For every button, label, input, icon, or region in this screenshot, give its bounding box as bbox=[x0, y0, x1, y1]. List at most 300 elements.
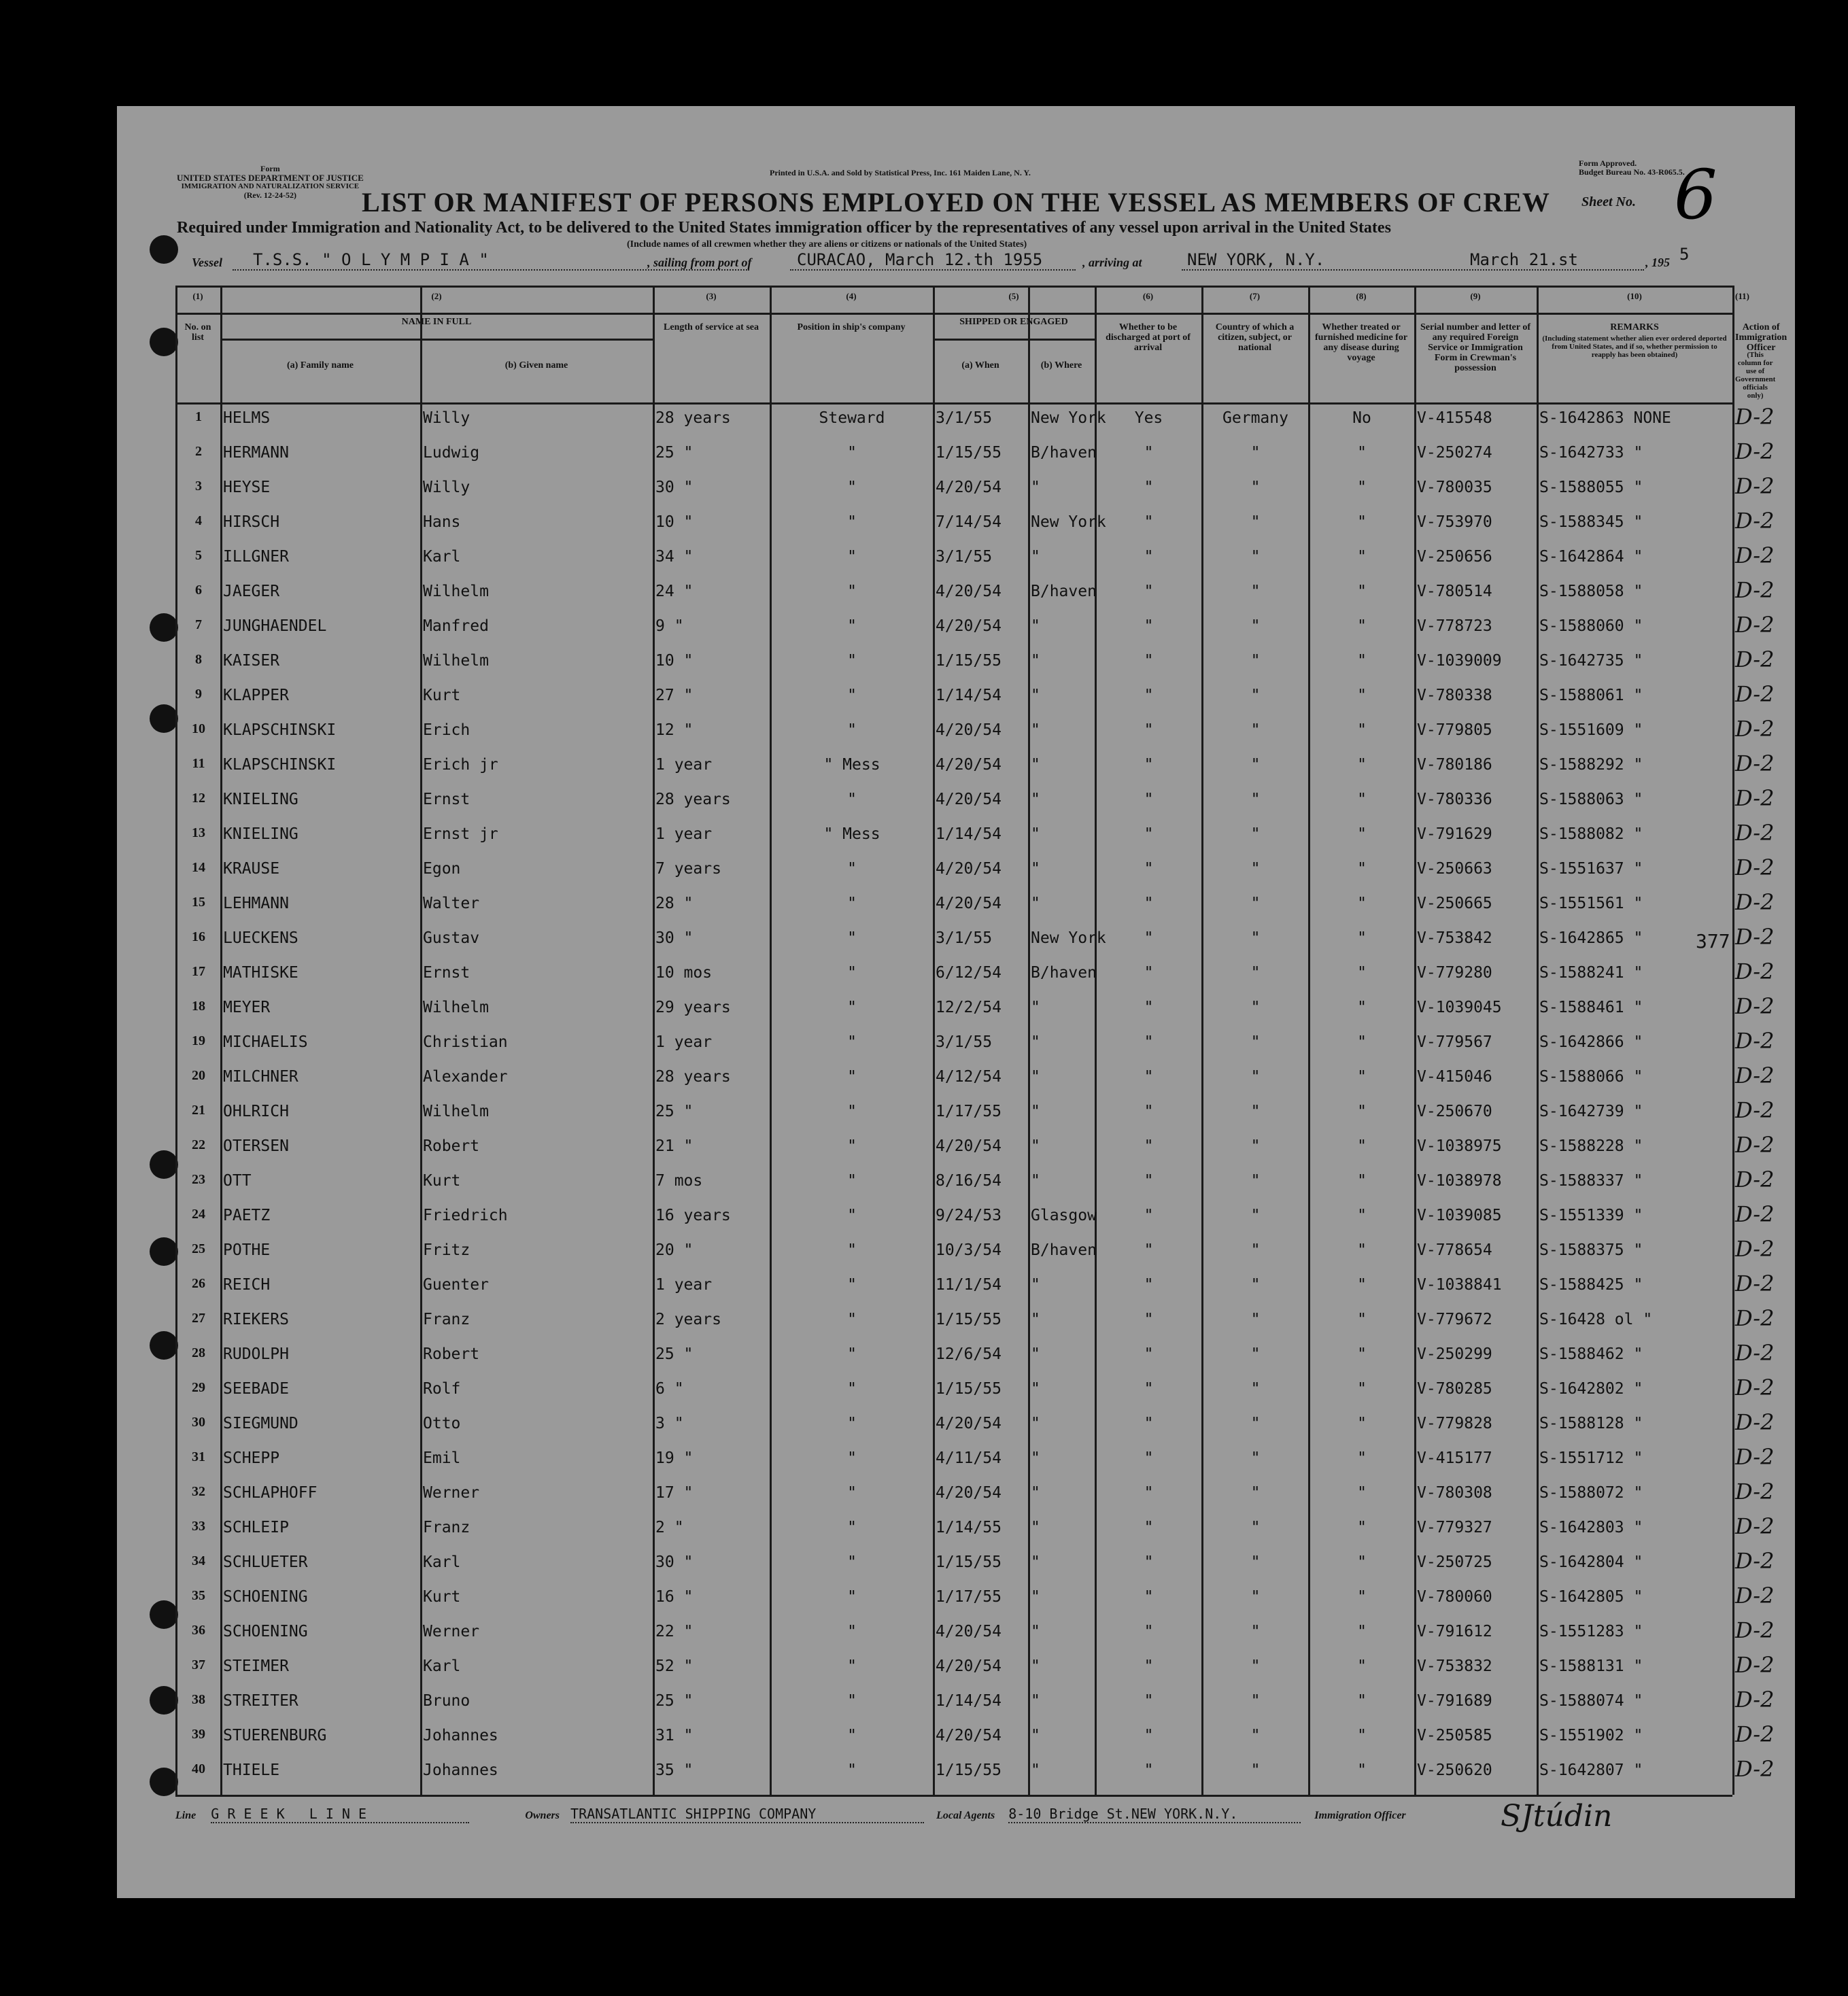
engaged-when: 1/14/54 bbox=[936, 825, 1002, 843]
engaged-when: 4/12/54 bbox=[936, 1068, 1002, 1086]
medical-treatment: " bbox=[1357, 895, 1367, 912]
family-name: OTERSEN bbox=[223, 1137, 289, 1155]
serial-number: V-753970 bbox=[1417, 513, 1492, 531]
family-name: STUERENBURG bbox=[223, 1727, 327, 1744]
given-name: Otto bbox=[423, 1415, 461, 1432]
family-name: HIRSCH bbox=[223, 513, 280, 531]
serial-number: V-250620 bbox=[1417, 1761, 1492, 1779]
given-name: Gustav bbox=[423, 929, 480, 947]
engaged-when: 4/20/54 bbox=[936, 756, 1002, 774]
discharged: " bbox=[1144, 1241, 1154, 1259]
column-number: (9) bbox=[1470, 291, 1481, 301]
citizenship: Germany bbox=[1222, 409, 1288, 427]
table-row bbox=[175, 749, 1775, 783]
table-row bbox=[175, 1755, 1775, 1789]
family-name: LEHMANN bbox=[223, 895, 289, 912]
serial-number: V-780338 bbox=[1417, 687, 1492, 704]
ship-position: " bbox=[847, 1692, 857, 1710]
discharged: " bbox=[1144, 1380, 1154, 1398]
column-number: (7) bbox=[1249, 291, 1261, 301]
citizenship: " bbox=[1250, 964, 1261, 982]
remarks: S-1642807 " bbox=[1539, 1761, 1643, 1779]
engaged-when: 1/15/55 bbox=[936, 652, 1002, 670]
ship-position: " bbox=[847, 548, 857, 566]
serial-number: V-779805 bbox=[1417, 721, 1492, 739]
remarks: S-1588228 " bbox=[1539, 1137, 1643, 1155]
punch-hole bbox=[150, 1600, 178, 1629]
serial-number: V-250663 bbox=[1417, 860, 1492, 878]
serial-number: V-779672 bbox=[1417, 1311, 1492, 1328]
serial-number: V-250585 bbox=[1417, 1727, 1492, 1744]
engaged-when: 4/20/54 bbox=[936, 1415, 1002, 1432]
service-length: 16 " bbox=[655, 1588, 694, 1606]
medical-treatment: " bbox=[1357, 1553, 1367, 1571]
discharged: " bbox=[1144, 825, 1154, 843]
column-number: (6) bbox=[1142, 291, 1154, 301]
family-name: HERMANN bbox=[223, 444, 289, 462]
ship-position: " bbox=[847, 895, 857, 912]
engaged-where: New York bbox=[1031, 929, 1106, 947]
form-approved-block bbox=[1579, 159, 1685, 177]
engaged-where: " bbox=[1031, 1380, 1040, 1398]
family-name: ILLGNER bbox=[223, 548, 289, 566]
engaged-when: 1/14/55 bbox=[936, 1519, 1002, 1536]
discharged: " bbox=[1144, 964, 1154, 982]
column-number: (3) bbox=[706, 291, 717, 301]
ship-position: " bbox=[847, 617, 857, 635]
column-header: Length of service at sea bbox=[664, 322, 759, 332]
row-number: 8 bbox=[195, 652, 202, 667]
medical-treatment: " bbox=[1357, 1623, 1367, 1640]
page-title: LIST OR MANIFEST OF PERSONS EMPLOYED ON THE VESSEL AS MEMBERS OF CREW bbox=[362, 187, 1550, 218]
engaged-when: 3/1/55 bbox=[936, 409, 993, 427]
serial-number: V-1038978 bbox=[1417, 1172, 1502, 1190]
officer-action: D-2 bbox=[1735, 1583, 1775, 1608]
service-length: 29 years bbox=[655, 999, 731, 1016]
medical-treatment: " bbox=[1357, 479, 1367, 496]
engaged-when: 4/20/54 bbox=[936, 479, 1002, 496]
ship-position: " bbox=[847, 1449, 857, 1467]
family-name: STEIMER bbox=[223, 1657, 289, 1675]
form-approved: Form Approved. bbox=[1579, 158, 1637, 168]
engaged-where: B/haven bbox=[1031, 964, 1097, 982]
remarks: S-1588345 " bbox=[1539, 513, 1643, 531]
family-name: SCHLUETER bbox=[223, 1553, 308, 1571]
engaged-when: 4/20/54 bbox=[936, 1137, 1002, 1155]
remarks: S-1642735 " bbox=[1539, 652, 1643, 670]
row-number: 18 bbox=[192, 999, 205, 1014]
service-length: 25 " bbox=[655, 444, 694, 462]
ship-position: " bbox=[847, 1380, 857, 1398]
given-name: Erich bbox=[423, 721, 470, 739]
medical-treatment: " bbox=[1357, 929, 1367, 947]
row-number: 24 bbox=[192, 1207, 205, 1222]
column-header: Serial number and letter of any required Foreign Service or Immigration Form in Crewman's possession bbox=[1420, 322, 1531, 373]
service-length: 21 " bbox=[655, 1137, 694, 1155]
discharged: " bbox=[1144, 1553, 1154, 1571]
family-name: REICH bbox=[223, 1276, 271, 1294]
discharged: " bbox=[1144, 860, 1154, 878]
table-row bbox=[175, 576, 1775, 610]
citizenship: " bbox=[1250, 1484, 1261, 1502]
service-length: 3 " bbox=[655, 1415, 684, 1432]
engaged-where: " bbox=[1031, 721, 1040, 739]
given-name: Rolf bbox=[423, 1380, 461, 1398]
service-length: 25 " bbox=[655, 1692, 694, 1710]
column-note: (This column for use of Government officials only) bbox=[1735, 351, 1776, 400]
discharged: " bbox=[1144, 1623, 1154, 1640]
citizenship: " bbox=[1250, 1068, 1261, 1086]
given-name: Johannes bbox=[423, 1761, 498, 1779]
table-row bbox=[175, 1165, 1775, 1199]
family-name: MATHISKE bbox=[223, 964, 298, 982]
discharged: " bbox=[1144, 1588, 1154, 1606]
officer-action: D-2 bbox=[1735, 1063, 1775, 1088]
officer-action: D-2 bbox=[1735, 959, 1775, 984]
service-length: 27 " bbox=[655, 687, 694, 704]
given-name: Bruno bbox=[423, 1692, 470, 1710]
medical-treatment: " bbox=[1357, 1484, 1367, 1502]
citizenship: " bbox=[1250, 1553, 1261, 1571]
serial-number: V-753842 bbox=[1417, 929, 1492, 947]
serial-number: V-779567 bbox=[1417, 1033, 1492, 1051]
service-length: 25 " bbox=[655, 1345, 694, 1363]
engaged-where: B/haven bbox=[1031, 583, 1097, 600]
discharged: " bbox=[1144, 652, 1154, 670]
given-name: Franz bbox=[423, 1519, 470, 1536]
ship-position: " bbox=[847, 999, 857, 1016]
table-row bbox=[175, 1269, 1775, 1303]
citizenship: " bbox=[1250, 1519, 1261, 1536]
citizenship: " bbox=[1250, 513, 1261, 531]
serial-number: V-780186 bbox=[1417, 756, 1492, 774]
row-number: 15 bbox=[192, 895, 205, 910]
ship-position: " bbox=[847, 1311, 857, 1328]
given-name: Ernst jr bbox=[423, 825, 498, 843]
citizenship: " bbox=[1250, 1657, 1261, 1675]
row-number: 22 bbox=[192, 1137, 205, 1152]
row-number: 28 bbox=[192, 1345, 205, 1360]
medical-treatment: " bbox=[1357, 999, 1367, 1016]
given-name: Johannes bbox=[423, 1727, 498, 1744]
serial-number: V-415046 bbox=[1417, 1068, 1492, 1086]
engaged-where: New York bbox=[1031, 409, 1106, 427]
engaged-where: " bbox=[1031, 895, 1040, 912]
column-header: SHIPPED OR ENGAGED bbox=[959, 317, 1068, 327]
discharged: " bbox=[1144, 1519, 1154, 1536]
row-number: 23 bbox=[192, 1172, 205, 1187]
given-name: Egon bbox=[423, 860, 461, 878]
remarks: S-1551561 " bbox=[1539, 895, 1643, 912]
table-row bbox=[175, 1027, 1775, 1061]
discharged: Yes bbox=[1134, 409, 1163, 427]
engaged-where: " bbox=[1031, 1623, 1040, 1640]
punch-hole bbox=[150, 235, 178, 264]
form-revision: (Rev. 12-24-52) bbox=[243, 190, 297, 200]
department-name: UNITED STATES DEPARTMENT OF JUSTICE bbox=[177, 173, 364, 183]
citizenship: " bbox=[1250, 1380, 1261, 1398]
family-name: KLAPSCHINSKI bbox=[223, 721, 337, 739]
engaged-where: " bbox=[1031, 1484, 1040, 1502]
discharged: " bbox=[1144, 929, 1154, 947]
engaged-when: 3/1/55 bbox=[936, 1033, 993, 1051]
service-length: 30 " bbox=[655, 929, 694, 947]
engaged-where: Glasgow bbox=[1031, 1207, 1097, 1224]
medical-treatment: " bbox=[1357, 652, 1367, 670]
sailing-label: , sailing from port of bbox=[647, 256, 752, 269]
punch-hole bbox=[150, 328, 178, 356]
citizenship: " bbox=[1250, 687, 1261, 704]
table-row bbox=[175, 784, 1775, 818]
discharged: " bbox=[1144, 1137, 1154, 1155]
officer-action: D-2 bbox=[1735, 1444, 1775, 1470]
family-name: SIEGMUND bbox=[223, 1415, 298, 1432]
given-name: Franz bbox=[423, 1311, 470, 1328]
column-note: (Including statement whether alien ever ordered deported from United States, and if so, whether permission to reapply has been obtained) bbox=[1542, 334, 1727, 359]
agents-label: Local Agents bbox=[936, 1810, 995, 1821]
service-length: 1 year bbox=[655, 1276, 713, 1294]
given-name: Kurt bbox=[423, 1588, 461, 1606]
engaged-where: " bbox=[1031, 756, 1040, 774]
engaged-when: 6/12/54 bbox=[936, 964, 1002, 982]
citizenship: " bbox=[1250, 1588, 1261, 1606]
row-number: 39 bbox=[192, 1727, 205, 1742]
margin-note: 377 bbox=[1696, 930, 1730, 952]
officer-action: D-2 bbox=[1735, 1340, 1775, 1366]
discharged: " bbox=[1144, 583, 1154, 600]
family-name: KNIELING bbox=[223, 825, 298, 843]
remarks: S-1642802 " bbox=[1539, 1380, 1643, 1398]
table-row bbox=[175, 1235, 1775, 1269]
ship-position: " Mess bbox=[823, 756, 880, 774]
year-digit: 5 bbox=[1679, 245, 1690, 264]
service-length: 1 year bbox=[655, 825, 713, 843]
engaged-when: 8/16/54 bbox=[936, 1172, 1002, 1190]
service-length: 10 " bbox=[655, 513, 694, 531]
remarks: S-1588061 " bbox=[1539, 687, 1643, 704]
remarks: S-1551637 " bbox=[1539, 860, 1643, 878]
ship-position: " bbox=[847, 652, 857, 670]
discharged: " bbox=[1144, 1727, 1154, 1744]
service-length: 52 " bbox=[655, 1657, 694, 1675]
column-subheader: (b) Where bbox=[1040, 360, 1082, 371]
remarks: S-1588461 " bbox=[1539, 999, 1643, 1016]
remarks: S-1588055 " bbox=[1539, 479, 1643, 496]
citizenship: " bbox=[1250, 444, 1261, 462]
remarks: S-1551283 " bbox=[1539, 1623, 1643, 1640]
discharged: " bbox=[1144, 1172, 1154, 1190]
medical-treatment: " bbox=[1357, 1449, 1367, 1467]
row-number: 34 bbox=[192, 1553, 205, 1568]
engaged-where: " bbox=[1031, 1276, 1040, 1294]
family-name: RIEKERS bbox=[223, 1311, 289, 1328]
officer-action: D-2 bbox=[1735, 1721, 1775, 1747]
ship-position: " bbox=[847, 1519, 857, 1536]
service-name: IMMIGRATION AND NATURALIZATION SERVICE bbox=[181, 182, 360, 190]
medical-treatment: " bbox=[1357, 1519, 1367, 1536]
column-header: No. on list bbox=[184, 322, 211, 343]
officer-action: D-2 bbox=[1735, 1617, 1775, 1643]
engaged-where: " bbox=[1031, 999, 1040, 1016]
service-length: 1 year bbox=[655, 756, 713, 774]
officer-signature: SJtúdin bbox=[1501, 1799, 1613, 1834]
row-number: 17 bbox=[192, 964, 205, 979]
family-name: SEEBADE bbox=[223, 1380, 289, 1398]
engaged-when: 4/20/54 bbox=[936, 895, 1002, 912]
citizenship: " bbox=[1250, 860, 1261, 878]
vessel-label: Vessel bbox=[192, 256, 222, 269]
discharged: " bbox=[1144, 1484, 1154, 1502]
table-row bbox=[175, 680, 1775, 714]
table-row bbox=[175, 506, 1775, 540]
family-name: HELMS bbox=[223, 409, 271, 427]
remarks: S-1588074 " bbox=[1539, 1692, 1643, 1710]
engaged-when: 12/6/54 bbox=[936, 1345, 1002, 1363]
serial-number: V-791612 bbox=[1417, 1623, 1492, 1640]
given-name: Ernst bbox=[423, 791, 470, 808]
serial-number: V-250656 bbox=[1417, 548, 1492, 566]
remarks: S-1588375 " bbox=[1539, 1241, 1643, 1259]
page-subtitle: Required under Immigration and Nationality Act, to be delivered to the United States immigration officer by the representatives of any vessel upon arrival in the United States bbox=[177, 219, 1391, 237]
ship-position: " bbox=[847, 1137, 857, 1155]
family-name: THIELE bbox=[223, 1761, 280, 1779]
given-name: Alexander bbox=[423, 1068, 508, 1086]
column-number: (5) bbox=[1008, 291, 1019, 301]
row-number: 11 bbox=[192, 756, 205, 771]
table-row bbox=[175, 819, 1775, 853]
service-length: 7 mos bbox=[655, 1172, 703, 1190]
family-name: SCHLEIP bbox=[223, 1519, 289, 1536]
table-row bbox=[175, 1096, 1775, 1130]
family-name: HEYSE bbox=[223, 479, 271, 496]
officer-action: D-2 bbox=[1735, 1375, 1775, 1400]
given-name: Fritz bbox=[423, 1241, 470, 1259]
discharged: " bbox=[1144, 999, 1154, 1016]
remarks: S-1642803 " bbox=[1539, 1519, 1643, 1536]
discharged: " bbox=[1144, 1103, 1154, 1120]
engaged-where: New York bbox=[1031, 513, 1106, 531]
discharged: " bbox=[1144, 721, 1154, 739]
row-number: 4 bbox=[195, 513, 202, 528]
ship-position: " bbox=[847, 1172, 857, 1190]
row-number: 35 bbox=[192, 1588, 205, 1603]
officer-action: D-2 bbox=[1735, 993, 1775, 1019]
engaged-when: 4/20/54 bbox=[936, 721, 1002, 739]
engaged-where: " bbox=[1031, 1761, 1040, 1779]
serial-number: V-753832 bbox=[1417, 1657, 1492, 1675]
remarks: S-1588060 " bbox=[1539, 617, 1643, 635]
engaged-when: 4/11/54 bbox=[936, 1449, 1002, 1467]
engaged-when: 4/20/54 bbox=[936, 617, 1002, 635]
table-row bbox=[175, 645, 1775, 679]
service-length: 17 " bbox=[655, 1484, 694, 1502]
given-name: Werner bbox=[423, 1623, 480, 1640]
remarks: S-1642733 " bbox=[1539, 444, 1643, 462]
table-row bbox=[175, 853, 1775, 887]
discharged: " bbox=[1144, 1276, 1154, 1294]
column-number: (2) bbox=[431, 291, 442, 301]
discharged: " bbox=[1144, 1415, 1154, 1432]
ship-position: " bbox=[847, 1623, 857, 1640]
officer-action: D-2 bbox=[1735, 820, 1775, 846]
officer-action: D-2 bbox=[1735, 751, 1775, 776]
officer-action: D-2 bbox=[1735, 438, 1775, 464]
family-name: KRAUSE bbox=[223, 860, 280, 878]
table-rule bbox=[175, 286, 1732, 288]
officer-action: D-2 bbox=[1735, 681, 1775, 707]
given-name: Wilhelm bbox=[423, 583, 489, 600]
officer-action: D-2 bbox=[1735, 1513, 1775, 1539]
engaged-where: B/haven bbox=[1031, 444, 1097, 462]
medical-treatment: " bbox=[1357, 444, 1367, 462]
discharged: " bbox=[1144, 687, 1154, 704]
engaged-when: 4/20/54 bbox=[936, 1657, 1002, 1675]
ship-position: " bbox=[847, 583, 857, 600]
service-length: 24 " bbox=[655, 583, 694, 600]
medical-treatment: " bbox=[1357, 1241, 1367, 1259]
given-name: Robert bbox=[423, 1137, 480, 1155]
officer-action: D-2 bbox=[1735, 647, 1775, 672]
engaged-when: 11/1/54 bbox=[936, 1276, 1002, 1294]
engaged-where: " bbox=[1031, 791, 1040, 808]
officer-action: D-2 bbox=[1735, 1201, 1775, 1227]
given-name: Guenter bbox=[423, 1276, 489, 1294]
serial-number: V-779280 bbox=[1417, 964, 1492, 982]
citizenship: " bbox=[1250, 1415, 1261, 1432]
engaged-where: " bbox=[1031, 1449, 1040, 1467]
row-number: 21 bbox=[192, 1103, 205, 1118]
remarks: S-1642864 " bbox=[1539, 548, 1643, 566]
engaged-when: 1/15/55 bbox=[936, 444, 1002, 462]
discharged: " bbox=[1144, 791, 1154, 808]
citizenship: " bbox=[1250, 1345, 1261, 1363]
table-row bbox=[175, 957, 1775, 991]
officer-action: D-2 bbox=[1735, 1236, 1775, 1262]
remarks: S-1588241 " bbox=[1539, 964, 1643, 982]
table-row bbox=[175, 992, 1775, 1026]
budget-bureau-number: Budget Bureau No. 43-R065.5. bbox=[1579, 167, 1685, 177]
serial-number: V-780308 bbox=[1417, 1484, 1492, 1502]
row-number: 37 bbox=[192, 1657, 205, 1672]
table-row bbox=[175, 1477, 1775, 1511]
citizenship: " bbox=[1250, 756, 1261, 774]
family-name: OHLRICH bbox=[223, 1103, 289, 1120]
family-name: RUDOLPH bbox=[223, 1345, 289, 1363]
remarks: S-1588128 " bbox=[1539, 1415, 1643, 1432]
medical-treatment: " bbox=[1357, 1657, 1367, 1675]
serial-number: V-1038841 bbox=[1417, 1276, 1502, 1294]
citizenship: " bbox=[1250, 1727, 1261, 1744]
citizenship: " bbox=[1250, 617, 1261, 635]
remarks: S-1551609 " bbox=[1539, 721, 1643, 739]
officer-action: D-2 bbox=[1735, 889, 1775, 915]
medical-treatment: " bbox=[1357, 1311, 1367, 1328]
medical-treatment: " bbox=[1357, 1172, 1367, 1190]
medical-treatment: " bbox=[1357, 756, 1367, 774]
ship-position: Steward bbox=[819, 409, 885, 427]
engaged-when: 12/2/54 bbox=[936, 999, 1002, 1016]
service-length: 22 " bbox=[655, 1623, 694, 1640]
engaged-where: " bbox=[1031, 1311, 1040, 1328]
remarks: S-1642805 " bbox=[1539, 1588, 1643, 1606]
officer-action: D-2 bbox=[1735, 785, 1775, 811]
ship-position: " bbox=[847, 687, 857, 704]
table-row bbox=[175, 437, 1775, 471]
discharged: " bbox=[1144, 1033, 1154, 1051]
medical-treatment: " bbox=[1357, 1345, 1367, 1363]
table-row bbox=[175, 1304, 1775, 1338]
printer-credit: Printed in U.S.A. and Sold by Statistical Press, Inc. 161 Maiden Lane, N. Y. bbox=[770, 168, 1031, 177]
